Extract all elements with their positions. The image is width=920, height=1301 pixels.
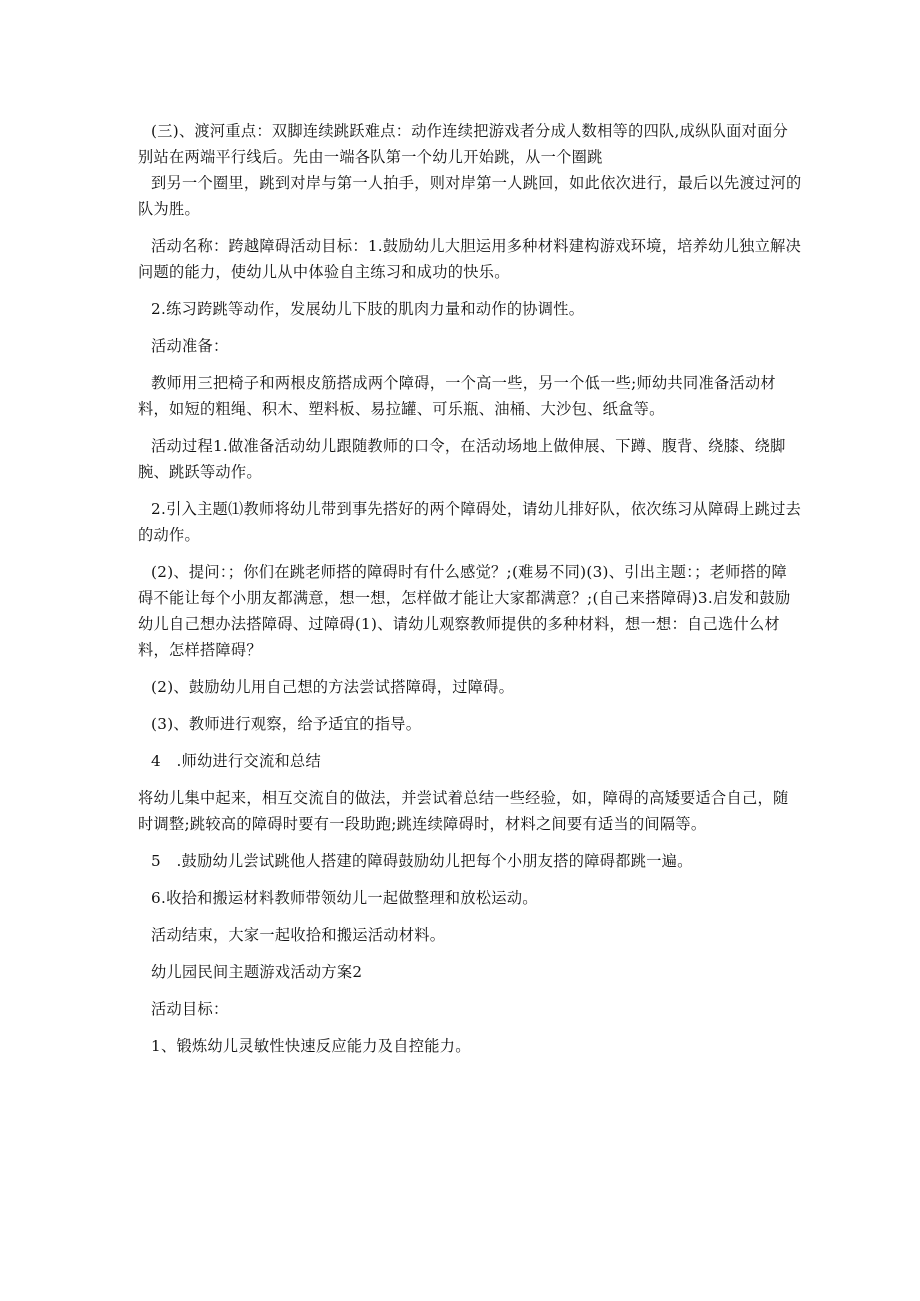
paragraph-crossing-river: (三)、渡河重点：双脚连续跳跃难点：动作连续把游戏者分成人数相等的四队,成纵队面对面分别站在两端平行线后。先由一端各队第一个幼儿开始跳，从一个圈跳: [138, 122, 789, 166]
paragraph-step-4-heading: 4 .师幼进行交流和总结: [151, 752, 321, 770]
paragraph-goal-2: 2.练习跨跳等动作，发展幼儿下肢的肌肉力量和动作的协调性。: [151, 300, 585, 318]
paragraph-activity-name-goals: 活动名称：跨越障碍活动目标：1.鼓励幼儿大胆运用多种材料建构游戏环境，培养幼儿独立解决问题的能力，使幼儿从中体验自主练习和成功的快乐。: [138, 237, 802, 281]
paragraph-process-questions: (2)、提问：；你们在跳老师搭的障碍时有什么感觉？;(难易不同)(3)、引出主题：；老师搭的障碍不能让每个小朋友都满意，想一想，怎样做才能让大家都满意？;(自己来搭障碍)3.启发和鼓励幼儿自己想办法搭障碍、过障碍(1)、请幼儿观察教师提供的多种材料，想一想：自己选什么材料，怎样搭障碍？: [138, 563, 791, 659]
paragraph-goal-item-1: 1、锻炼幼儿灵敏性快速反应能力及自控能力。: [151, 1037, 471, 1055]
paragraph-crossing-river-continued: 到另一个圈里，跳到对岸与第一人拍手，则对岸第一人跳回，如此依次进行，最后以先渡过河的队为胜。: [138, 174, 802, 218]
paragraph-try-building: (2)、鼓励幼儿用自己想的方法尝试搭障碍，过障碍。: [151, 678, 515, 696]
document-body: [138, 118, 802, 1070]
paragraph-goals-heading: 活动目标：: [151, 1000, 229, 1018]
paragraph-step-6: 6.收拾和搬运材料教师带领幼儿一起做整理和放松运动。: [151, 889, 538, 907]
paragraph-teacher-observe: (3)、教师进行观察，给予适宜的指导。: [151, 715, 422, 733]
paragraph-summary-detail: 将幼儿集中起来，相互交流自的做法，并尝试着总结一些经验，如，障碍的高矮要适合自己，随时调整;跳较高的障碍时要有一段助跑;跳连续障碍时，材料之间要有适当的间隔等。: [138, 789, 789, 833]
paragraph-step-5: 5 .鼓励幼儿尝试跳他人搭建的障碍鼓励幼儿把每个小朋友搭的障碍都跳一遍。: [151, 852, 693, 870]
paragraph-preparation-detail: 教师用三把椅子和两根皮筋搭成两个障碍，一个高一些，另一个低一些;师幼共同准备活动材料，如短的粗绳、积木、塑料板、易拉罐、可乐瓶、油桶、大沙包、纸盒等。: [138, 374, 776, 418]
paragraph-process-step-2: 2.引入主题⑴教师将幼儿带到事先搭好的两个障碍处，请幼儿排好队，依次练习从障碍上跳过去的动作。: [138, 500, 802, 544]
section-title-plan-2: 幼儿园民间主题游戏活动方案2: [151, 963, 363, 981]
paragraph-process-step-1: 活动过程1.做准备活动幼儿跟随教师的口令，在活动场地上做伸展、下蹲、腹背、绕膝、绕脚腕、跳跃等动作。: [138, 437, 786, 481]
paragraph-activity-end: 活动结束，大家一起收拾和搬运活动材料。: [151, 926, 446, 944]
paragraph-preparation-heading: 活动准备：: [151, 337, 229, 355]
